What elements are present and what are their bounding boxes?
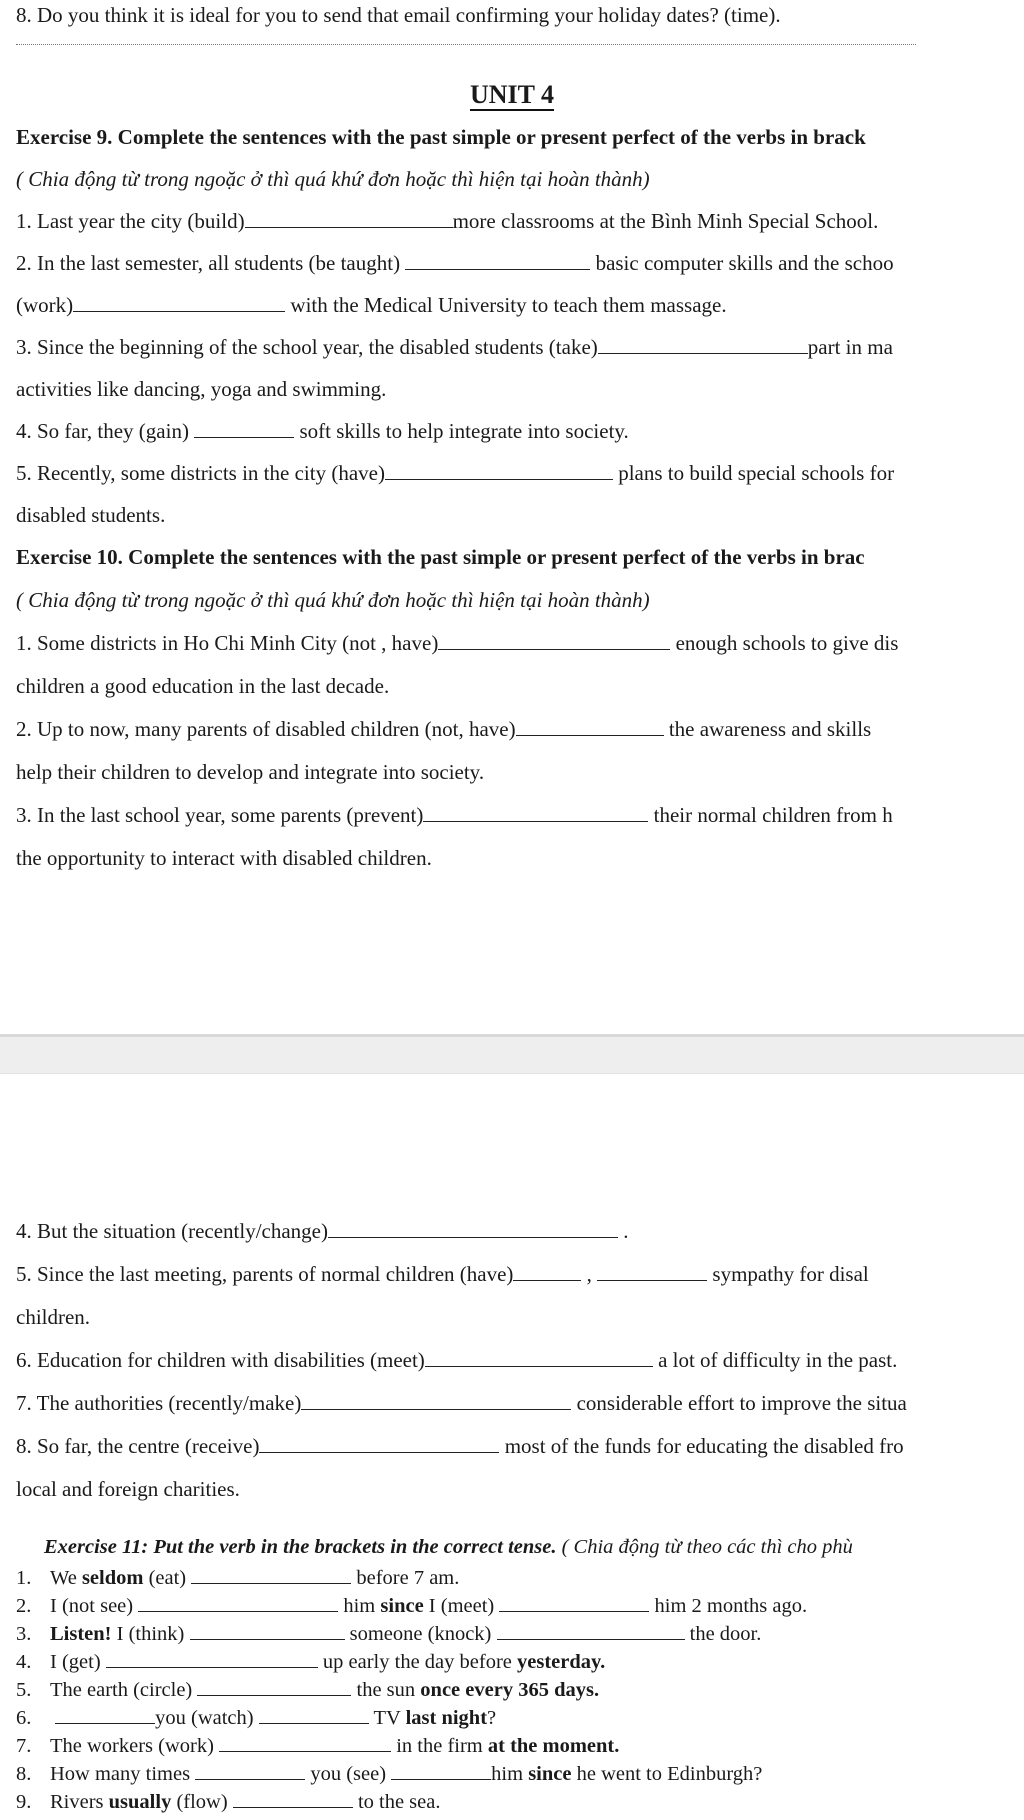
answer-blank[interactable] [259,1433,499,1453]
ex10-item-4: 4. But the situation (recently/change) . [16,1219,629,1243]
ex9-item-3: 3. Since the beginning of the school year, the disabled students (take) part in ma [16,335,893,359]
answer-dotted-line [16,44,916,45]
ex11-item-5: 5. The earth (circle) the sun once every 365 days. [16,1679,600,1701]
ex11-item-2: 2. I (not see) him since I (meet) him 2 months ago. [16,1595,808,1617]
answer-blank[interactable] [405,250,590,270]
answer-blank[interactable] [191,1566,351,1584]
ex11-item-1: 1. We seldom (eat) before 7 am. [16,1567,460,1589]
ex10-item-1-cont: children a good education in the last decade. [16,674,390,698]
ex10-item-8: 8. So far, the centre (receive) most of the funds for educating the disabled fro [16,1434,904,1458]
answer-blank[interactable] [391,1762,491,1780]
answer-blank[interactable] [328,1218,618,1238]
answer-blank[interactable] [385,460,613,480]
ex10-item-2: 2. Up to now, many parents of disabled children (not, have) the awareness and skills [16,717,872,741]
ex11-item-7: 7. The workers (work) in the firm at the moment. [16,1735,620,1757]
answer-blank[interactable] [598,334,808,354]
answer-blank[interactable] [190,1622,345,1640]
answer-blank[interactable] [597,1261,707,1281]
ex9-item-4: 4. So far, they (gain) soft skills to help integrate into society. [16,419,629,443]
answer-blank[interactable] [513,1261,581,1281]
ex10-item-8-cont: local and foreign charities. [16,1477,240,1501]
answer-blank[interactable] [259,1706,369,1724]
answer-blank[interactable] [499,1594,649,1612]
answer-blank[interactable] [219,1734,391,1752]
ex10-item-1: 1. Some districts in Ho Chi Minh City (not , have) enough schools to give dis [16,631,899,655]
ex10-title: Exercise 10. Complete the sentences with the past simple or present perfect of the verbs in brac [16,545,865,569]
ex9-item-5-cont: disabled students. [16,503,166,527]
answer-blank[interactable] [55,1706,155,1724]
ex9-instruction: ( Chia động từ trong ngoặc ở thì quá khứ đơn hoặc thì hiện tại hoàn thành) [16,167,650,191]
top-question: 8. Do you think it is ideal for you to send that email confirming your holiday dates? (time). [16,3,781,27]
unit-title: UNIT 4 [469,80,555,109]
ex9-title: Exercise 9. Complete the sentences with the past simple or present perfect of the verbs in brack [16,125,866,149]
answer-blank[interactable] [138,1594,338,1612]
answer-blank[interactable] [425,1347,653,1367]
ex9-item-5: 5. Recently, some districts in the city (have) plans to build special schools for [16,461,895,485]
answer-blank[interactable] [301,1390,571,1410]
ex10-item-3: 3. In the last school year, some parents (prevent) their normal children from h [16,803,893,827]
ex10-item-2-cont: help their children to develop and integrate into society. [16,760,485,784]
answer-blank[interactable] [233,1790,353,1808]
answer-blank[interactable] [194,418,294,438]
answer-blank[interactable] [197,1678,351,1696]
ex9-item-1: 1. Last year the city (build) more classrooms at the Bình Minh Special School. [16,209,879,233]
ex11-item-9: 9. Rivers usually (flow) to the sea. [16,1791,441,1813]
ex9-item-2-cont: (work) with the Medical University to teach them massage. [16,293,727,317]
ex11-item-3: 3. Listen! I (think) someone (knock) the door. [16,1623,762,1645]
ex11-item-4: 4. I (get) up early the day before yesterday. [16,1651,606,1673]
ex10-instruction: ( Chia động từ trong ngoặc ở thì quá khứ đơn hoặc thì hiện tại hoàn thành) [16,588,650,612]
ex10-item-3-cont: the opportunity to interact with disabled children. [16,846,432,870]
ex10-item-5: 5. Since the last meeting, parents of normal children (have) , sympathy for disal [16,1262,869,1286]
ex10-item-7: 7. The authorities (recently/make) considerable effort to improve the situa [16,1391,907,1415]
ex11-item-8: 8. How many times you (see) him since he went to Edinburgh? [16,1763,763,1785]
answer-blank[interactable] [423,802,648,822]
ex11-title: Exercise 11: Put the verb in the brackets in the correct tense. ( Chia động từ theo các thì cho phù [44,1536,853,1558]
answer-blank[interactable] [516,716,664,736]
ex11-item-6: 6. you (watch) TV last night? [16,1707,497,1729]
page-break [0,1034,1024,1074]
ex9-item-3-cont: activities like dancing, yoga and swimming. [16,377,387,401]
answer-blank[interactable] [497,1622,685,1640]
answer-blank[interactable] [438,630,670,650]
ex9-item-2: 2. In the last semester, all students (be taught) basic computer skills and the schoo [16,251,894,275]
answer-blank[interactable] [106,1650,318,1668]
ex10-item-5-cont: children. [16,1305,91,1329]
answer-blank[interactable] [245,208,453,228]
ex10-item-6: 6. Education for children with disabilities (meet) a lot of difficulty in the past. [16,1348,898,1372]
answer-blank[interactable] [73,292,285,312]
answer-blank[interactable] [195,1762,305,1780]
